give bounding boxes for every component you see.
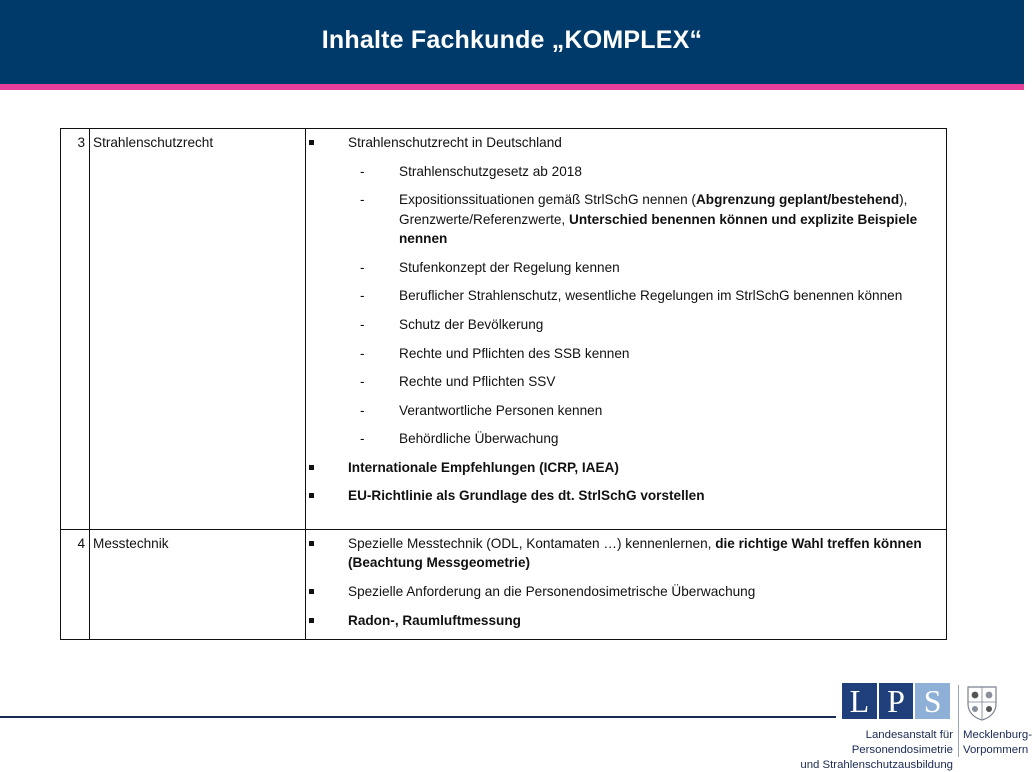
dash-item (306, 315, 940, 335)
institution-line-2: und Strahlenschutzausbildung (800, 758, 953, 771)
bullet-item (306, 133, 940, 153)
dash-item (306, 401, 940, 421)
item-text: Strahlenschutzrecht in Deutschland (348, 135, 562, 150)
dash-item (306, 286, 940, 306)
row-topic: Messtechnik (90, 529, 306, 639)
item-text: Rechte und Pflichten des SSB kennen (399, 345, 630, 361)
lps-logo (842, 683, 952, 721)
dash-marker: - (360, 402, 365, 418)
row-number: 3 (61, 129, 90, 530)
item-text: Abgrenzung geplant/bestehend (695, 192, 900, 208)
item-text: EU-Richtlinie als Grundlage des dt. StrlSchG vorstellen (348, 488, 705, 504)
item-text: Spezielle Messtechnik (ODL, Kontamaten …) kennenlernen, (348, 535, 716, 551)
row-topic: Strahlenschutzrecht (90, 129, 306, 530)
bullet-item (306, 458, 940, 478)
page-title: Inhalte Fachkunde „KOMPLEX“ (321, 26, 703, 54)
logo-letter-l: L (842, 683, 877, 719)
dash-marker: - (360, 163, 365, 179)
row-content (306, 529, 947, 639)
item-text: Strahlenschutzgesetz ab 2018 (399, 163, 582, 179)
footer-separator (958, 685, 959, 757)
item-text: Behördliche Überwachung (399, 431, 559, 447)
row-number: 4 (61, 529, 90, 639)
item-text: Spezielle Anforderung an die Personendosimetrische Überwachung (348, 584, 756, 599)
dash-item (306, 162, 940, 182)
institution-line-1: Landesanstalt für Personendosimetrie (851, 729, 953, 756)
bullet-item (306, 534, 940, 573)
dash-item (306, 429, 940, 449)
item-text: Rechte und Pflichten SSV (399, 374, 556, 390)
institution-name (770, 728, 953, 772)
dash-item (306, 372, 940, 392)
dash-marker: - (360, 431, 365, 447)
item-text: Radon-, Raumluftmessung (348, 612, 521, 628)
item-text: Schutz der Bevölkerung (399, 316, 544, 332)
item-text: Unterschied benennen können und explizite Beispiele nennen (399, 211, 918, 247)
logo-letter-p: P (879, 683, 914, 719)
header-accent-stripe (0, 84, 1024, 90)
bullet-item (306, 582, 940, 602)
state-line-1: Mecklenburg- (963, 729, 1032, 741)
dash-marker: - (360, 345, 365, 361)
logo-letter-s: S (915, 683, 950, 719)
dash-item (306, 344, 940, 364)
table-row (61, 129, 947, 530)
footer-divider (0, 716, 836, 718)
bullet-item (306, 486, 940, 506)
content-table-body (61, 129, 947, 640)
item-text: Stufenkonzept der Regelung kennen (399, 259, 620, 275)
bullet-item (306, 611, 940, 631)
item-text: Internationale Empfehlungen (ICRP, IAEA) (348, 459, 619, 475)
state-crest-icon (965, 684, 999, 722)
dash-marker: - (360, 288, 365, 304)
content-table (60, 128, 947, 640)
item-text: Verantwortliche Personen kennen (399, 402, 603, 418)
dash-marker: - (360, 192, 365, 208)
item-text: Expositionssituationen gemäß StrlSchG nennen ( (399, 192, 696, 208)
item-text: Beruflicher Strahlenschutz, wesentliche Regelungen im StrlSchG benennen können (399, 288, 903, 304)
dash-item (306, 258, 940, 278)
item-text: ), Grenzwerte/Referenzwerte, (399, 192, 908, 227)
dash-marker: - (360, 316, 365, 332)
dash-marker: - (360, 374, 365, 390)
row-content (306, 129, 947, 530)
state-name (963, 728, 1032, 758)
dash-item (306, 190, 940, 249)
item-text: die richtige Wahl treffen können (Beachtung Messgeometrie) (348, 535, 922, 571)
dash-marker: - (360, 259, 365, 275)
table-row (61, 529, 947, 639)
state-line-2: Vorpommern (963, 743, 1029, 756)
